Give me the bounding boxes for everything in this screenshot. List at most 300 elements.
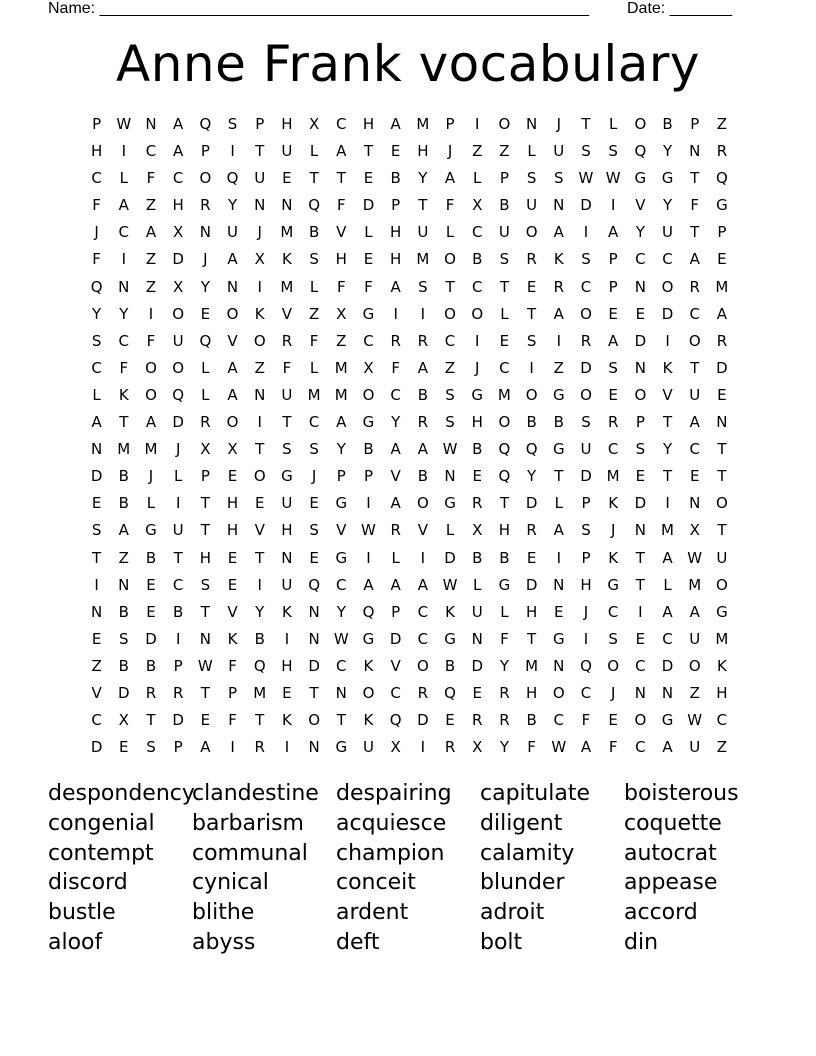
grid-letter: A [227, 358, 238, 377]
grid-letter: X [472, 521, 483, 540]
grid-letter: T [717, 440, 727, 459]
grid-letter: X [363, 358, 374, 377]
grid-letter: O [145, 358, 157, 377]
grid-letter: X [227, 440, 238, 459]
grid-letter: E [227, 467, 238, 486]
grid-letter: B [472, 548, 483, 567]
grid-letter: M [416, 250, 430, 269]
grid-letter: A [580, 738, 592, 757]
grid-letter: T [282, 413, 292, 432]
grid-letter: Q [199, 331, 212, 350]
grid-letter: H [226, 494, 239, 513]
grid-letter: O [716, 494, 728, 513]
grid-letter: M [117, 440, 131, 459]
grid-letter: S [581, 413, 591, 432]
grid-letter: N [118, 277, 130, 296]
grid-letter: F [228, 711, 237, 730]
grid-letter: O [471, 304, 484, 323]
grid-letter: L [309, 277, 319, 296]
grid-letter: H [580, 575, 592, 594]
grid-letter: Q [498, 440, 511, 459]
grid-letter: J [610, 521, 616, 540]
grid-letter: U [172, 521, 184, 540]
grid-letter: F [500, 629, 509, 648]
grid-letter: X [472, 738, 483, 757]
grid-letter: R [472, 711, 483, 730]
grid-letter: I [230, 142, 235, 161]
grid-letter: Z [444, 358, 456, 377]
grid-letter: F [146, 169, 156, 188]
grid-letter: D [90, 738, 103, 757]
grid-letter: E [635, 467, 646, 486]
grid-letter: W [551, 738, 567, 757]
grid-letter: R [254, 738, 265, 757]
grid-letter: F [608, 738, 618, 757]
grid-letter: C [363, 331, 374, 350]
grid-letter: H [335, 250, 347, 269]
grid-letter: G [362, 304, 375, 323]
grid-letter: U [281, 385, 293, 404]
grid-letter: A [390, 277, 401, 296]
grid-letter: T [499, 277, 509, 296]
grid-letter: O [416, 656, 429, 675]
grid-letter: D [580, 358, 592, 377]
grid-letter: I [556, 331, 561, 350]
grid-letter: G [444, 629, 456, 648]
grid-letter: C [118, 223, 130, 242]
grid-letter: T [418, 196, 428, 215]
grid-letter: T [146, 711, 156, 730]
grid-letter: T [662, 413, 673, 432]
grid-letter: V [336, 223, 347, 242]
grid-letter: P [391, 196, 401, 215]
word-list-item: deft [336, 929, 380, 955]
grid-letter: G [607, 575, 619, 594]
grid-letter: M [307, 385, 321, 404]
grid-letter: T [309, 683, 319, 702]
grid-letter: R [716, 142, 728, 161]
grid-letter: N [444, 467, 456, 486]
grid-letter: E [608, 711, 618, 730]
grid-letter: H [471, 413, 483, 432]
grid-letter: E [526, 548, 537, 567]
grid-letter: T [363, 142, 374, 161]
grid-letter: F [282, 358, 292, 377]
grid-letter: F [336, 277, 346, 296]
grid-letter: J [148, 467, 154, 486]
grid-letter: X [336, 304, 347, 323]
grid-letter: E [363, 169, 374, 188]
grid-letter: K [227, 629, 238, 648]
grid-letter: Q [389, 711, 402, 730]
date-field: Date: _______ [627, 0, 732, 17]
grid-letter: G [552, 385, 565, 404]
word-list-item: din [624, 929, 659, 955]
grid-letter: C [444, 331, 456, 350]
grid-letter: K [118, 385, 129, 404]
grid-letter: N [634, 521, 646, 540]
grid-letter: X [200, 440, 211, 459]
grid-letter: Q [498, 467, 511, 486]
grid-letter: K [716, 656, 727, 675]
grid-letter: G [634, 169, 647, 188]
word-list-item: aloof [48, 929, 103, 955]
grid-letter: A [390, 575, 401, 594]
grid-letter: B [145, 548, 157, 567]
grid-letter: T [200, 683, 210, 702]
grid-letter: O [661, 277, 674, 296]
grid-letter: B [145, 656, 157, 675]
grid-letter: U [254, 169, 266, 188]
grid-letter: T [635, 575, 645, 594]
grid-letter: C [308, 413, 320, 432]
grid-letter: C [390, 683, 401, 702]
grid-letter: C [336, 656, 347, 675]
grid-letter: G [716, 602, 728, 621]
grid-letter: O [226, 413, 239, 432]
grid-letter: C [91, 169, 102, 188]
grid-letter: M [606, 467, 620, 486]
grid-letter: C [172, 169, 184, 188]
grid-letter: U [172, 331, 184, 350]
grid-letter: W [361, 521, 376, 540]
grid-letter: E [554, 602, 564, 621]
grid-letter: L [554, 494, 563, 513]
grid-letter: A [336, 142, 347, 161]
grid-letter: O [525, 223, 538, 242]
grid-letter: E [146, 602, 156, 621]
word-list-item: ardent [336, 900, 409, 926]
grid-letter: D [172, 711, 184, 730]
grid-letter: E [472, 467, 482, 486]
grid-letter: J [257, 223, 262, 242]
grid-letter: C [499, 358, 510, 377]
grid-letter: F [92, 250, 101, 269]
grid-letter: C [635, 656, 646, 675]
word-list-item: acquiesce [336, 810, 447, 836]
grid-letter: Q [226, 169, 239, 188]
grid-letter: V [254, 521, 265, 540]
grid-letter: D [661, 656, 674, 675]
grid-letter: N [689, 142, 701, 161]
grid-letter: S [200, 575, 211, 594]
grid-letter: C [662, 250, 673, 269]
grid-letter: V [390, 656, 401, 675]
grid-letter: B [363, 440, 374, 459]
grid-letter: O [199, 169, 212, 188]
grid-letter: L [201, 385, 210, 404]
grid-letter: C [145, 142, 157, 161]
grid-letter: S [309, 440, 319, 459]
grid-letter: H [226, 521, 239, 540]
grid-letter: G [552, 440, 565, 459]
grid-letter: O [688, 656, 701, 675]
grid-letter: S [581, 250, 591, 269]
grid-letter: O [308, 711, 320, 730]
grid-letter: C [91, 358, 102, 377]
grid-letter: E [200, 711, 211, 730]
grid-letter: U [498, 223, 510, 242]
grid-letter: E [635, 304, 646, 323]
grid-letter: M [661, 521, 674, 540]
grid-letter: J [610, 683, 616, 702]
grid-letter: D [172, 413, 184, 432]
word-list-item: capitulate [480, 781, 590, 806]
word-list-item: appease [624, 870, 718, 896]
grid-letter: G [281, 467, 293, 486]
grid-letter: I [529, 358, 534, 377]
grid-letter: D [145, 629, 157, 648]
grid-letter: E [227, 575, 238, 594]
grid-letter: F [309, 331, 319, 350]
grid-letter: J [556, 115, 561, 133]
grid-letter: K [254, 304, 265, 323]
grid-letter: N [634, 358, 646, 377]
grid-letter: U [689, 629, 701, 648]
grid-letter: T [690, 223, 700, 242]
grid-letter: N [145, 115, 157, 133]
grid-letter: A [173, 142, 184, 161]
word-list-item: blunder [480, 870, 565, 896]
grid-letter: D [90, 467, 103, 486]
grid-letter: S [445, 413, 455, 432]
grid-letter: V [281, 304, 293, 323]
grid-letter: R [689, 277, 700, 296]
grid-letter: J [203, 250, 208, 269]
grid-letter: S [309, 521, 319, 540]
grid-letter: A [662, 548, 673, 567]
grid-letter: I [148, 304, 154, 323]
grid-letter: I [420, 738, 426, 757]
grid-letter: H [716, 683, 728, 702]
grid-letter: S [581, 142, 591, 161]
grid-letter: P [499, 169, 509, 188]
grid-letter: Y [255, 602, 265, 621]
grid-letter: W [442, 575, 458, 594]
grid-letter: V [227, 602, 238, 621]
grid-letter: T [336, 711, 346, 730]
grid-letter: S [91, 521, 102, 540]
grid-letter: D [471, 656, 483, 675]
grid-letter: T [119, 413, 129, 432]
word-list-item: abyss [192, 929, 256, 955]
page-title: Anne Frank vocabulary [115, 35, 700, 93]
grid-letter: A [200, 738, 211, 757]
grid-letter: D [525, 575, 538, 594]
grid-letter: E [200, 304, 211, 323]
grid-letter: L [173, 467, 183, 486]
grid-letter: L [500, 602, 509, 621]
grid-letter: C [635, 738, 646, 757]
grid-letter: J [94, 223, 99, 242]
grid-letter: E [254, 494, 265, 513]
grid-letter: G [661, 169, 674, 188]
grid-letter: V [390, 467, 401, 486]
grid-letter: D [444, 548, 456, 567]
grid-letter: B [417, 467, 428, 486]
grid-letter: H [498, 521, 511, 540]
grid-letter: Z [145, 250, 157, 269]
grid-letter: B [472, 250, 483, 269]
grid-letter: T [255, 440, 265, 459]
grid-letter: T [690, 169, 700, 188]
grid-letter: F [92, 196, 101, 215]
grid-letter: L [92, 385, 101, 404]
grid-letter: L [500, 304, 509, 323]
word-list-item: discord [48, 870, 128, 896]
grid-letter: R [607, 413, 619, 432]
grid-letter: U [281, 142, 293, 161]
grid-letter: O [253, 331, 266, 350]
grid-letter: Y [662, 142, 673, 161]
grid-letter: O [362, 683, 375, 702]
grid-letter: Z [689, 683, 700, 702]
grid-letter: D [661, 304, 674, 323]
grid-letter: I [583, 629, 589, 648]
grid-letter: S [146, 738, 156, 757]
grid-letter: E [472, 683, 482, 702]
grid-letter: G [335, 548, 348, 567]
grid-letter: W [197, 656, 213, 675]
grid-letter: O [444, 304, 456, 323]
grid-letter: M [334, 385, 348, 404]
grid-letter: N [254, 385, 266, 404]
word-list-item: clandestine [192, 781, 319, 806]
grid-letter: Z [472, 142, 483, 161]
grid-letter: E [608, 304, 618, 323]
grid-letter: Z [716, 738, 728, 757]
grid-letter: O [607, 656, 620, 675]
grid-letter: Q [444, 683, 456, 702]
grid-letter: S [309, 250, 319, 269]
grid-letter: A [227, 385, 238, 404]
grid-letter: N [689, 494, 701, 513]
grid-letter: T [635, 548, 645, 567]
grid-letter: U [662, 223, 674, 242]
grid-letter: Q [634, 142, 647, 161]
word-list-item: congenial [48, 810, 155, 836]
grid-letter: E [282, 169, 292, 188]
word-list-item: barbarism [192, 810, 304, 836]
grid-letter: N [661, 683, 674, 702]
grid-letter: T [336, 169, 346, 188]
grid-letter: O [525, 385, 538, 404]
grid-letter: N [525, 115, 538, 133]
grid-letter: W [578, 169, 594, 188]
grid-letter: A [417, 575, 428, 594]
grid-letter: Y [227, 196, 238, 215]
grid-letter: G [661, 711, 674, 730]
grid-letter: N [308, 602, 320, 621]
grid-letter: G [716, 196, 728, 215]
grid-letter: P [690, 115, 700, 133]
grid-letter: C [118, 331, 130, 350]
grid-letter: C [580, 277, 592, 296]
grid-letter: S [635, 440, 646, 459]
grid-letter: L [445, 223, 455, 242]
grid-letter: Y [662, 440, 673, 459]
grid-letter: D [525, 494, 538, 513]
grid-letter: Y [200, 277, 210, 296]
grid-letter: A [716, 304, 728, 323]
grid-letter: T [690, 358, 700, 377]
grid-letter: A [145, 413, 157, 432]
grid-letter: O [253, 467, 266, 486]
grid-letter: L [201, 358, 210, 377]
grid-letter: O [362, 385, 375, 404]
grid-letter: A [173, 115, 184, 133]
grid-letter: M [715, 277, 729, 296]
grid-letter: Q [716, 169, 728, 188]
grid-letter: Q [580, 656, 592, 675]
grid-letter: R [580, 331, 592, 350]
word-list [48, 779, 768, 958]
grid-letter: L [309, 358, 319, 377]
grid-letter: D [172, 250, 184, 269]
grid-letter: B [526, 711, 537, 730]
grid-letter: I [284, 738, 290, 757]
grid-letter: E [689, 467, 700, 486]
grid-letter: R [499, 683, 510, 702]
grid-letter: I [475, 331, 480, 350]
grid-letter: A [363, 575, 374, 594]
grid-letter: G [335, 738, 348, 757]
grid-letter: F [527, 738, 536, 757]
grid-letter: Q [308, 575, 320, 594]
grid-letter: O [444, 250, 456, 269]
grid-letter: Z [716, 115, 728, 133]
grid-letter: P [445, 115, 455, 133]
grid-letter: W [442, 440, 458, 459]
grid-letter: D [118, 683, 130, 702]
grid-letter: T [255, 548, 265, 567]
grid-letter: H [525, 683, 538, 702]
grid-letter: Z [118, 548, 129, 567]
grid-letter: N [226, 277, 239, 296]
grid-letter: L [146, 494, 156, 513]
grid-letter: Z [336, 331, 347, 350]
grid-letter: K [553, 250, 564, 269]
word-list-item: diligent [480, 810, 563, 836]
grid-letter: A [118, 521, 129, 540]
grid-letter: P [173, 738, 183, 757]
grid-letter: E [309, 548, 319, 567]
grid-letter: A [227, 250, 238, 269]
grid-letter: S [499, 250, 510, 269]
grid-letter: I [475, 115, 480, 133]
grid-letter: U [471, 602, 483, 621]
grid-letter: Y [635, 223, 645, 242]
grid-letter: P [608, 250, 618, 269]
grid-letter: Z [91, 656, 102, 675]
grid-letter: C [390, 385, 401, 404]
grid-letter: B [118, 494, 129, 513]
grid-letter: E [119, 738, 129, 757]
grid-letter: H [525, 602, 538, 621]
grid-letter: G [145, 521, 157, 540]
grid-letter: B [526, 413, 537, 432]
grid-letter: V [227, 331, 238, 350]
grid-letter: B [499, 548, 510, 567]
grid-letter: A [662, 602, 673, 621]
grid-letter: O [172, 304, 185, 323]
grid-letter: C [471, 223, 483, 242]
grid-letter: Y [499, 656, 509, 675]
grid-letter: I [366, 494, 371, 513]
grid-letter: A [145, 223, 157, 242]
grid-letter: L [364, 223, 373, 242]
grid-letter: W [605, 169, 621, 188]
